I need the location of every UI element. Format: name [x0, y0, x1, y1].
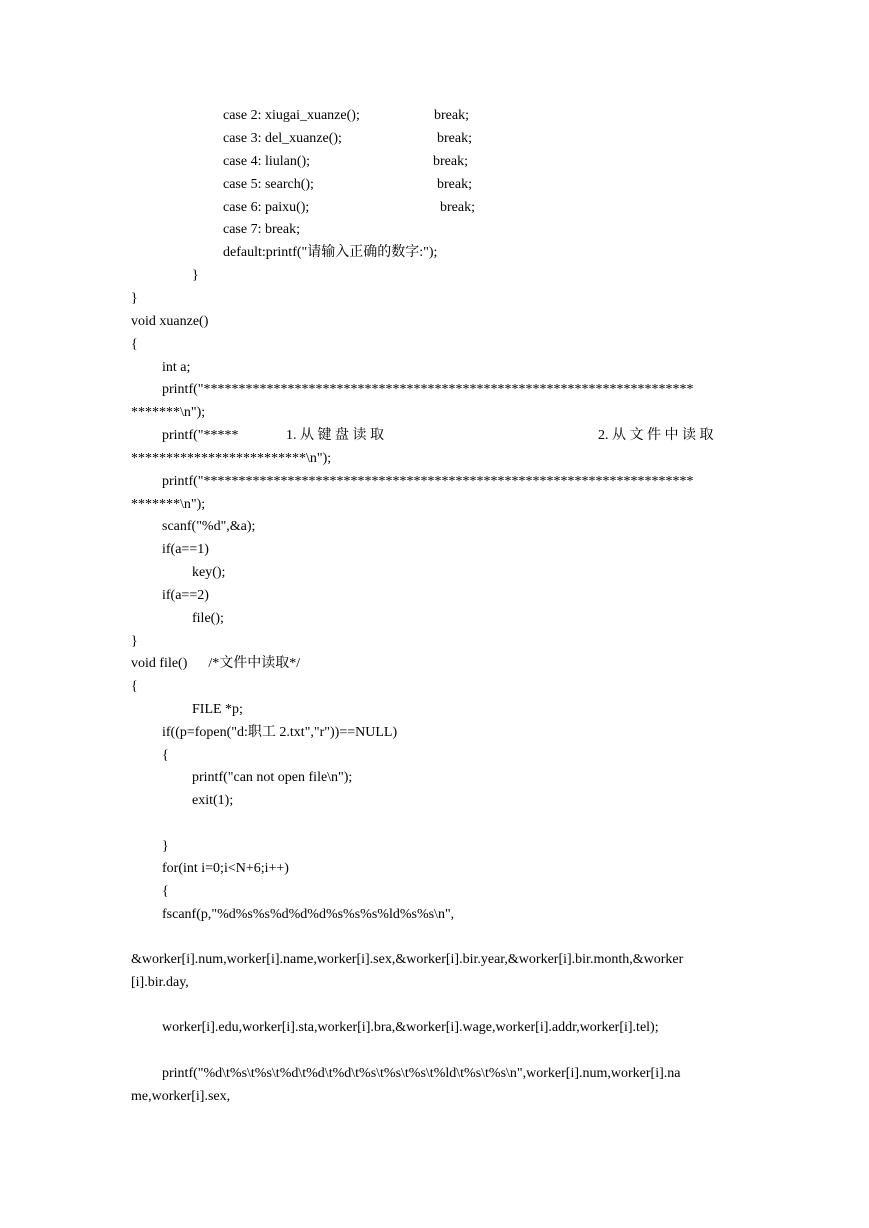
code-line: case 4: liulan(); [223, 154, 311, 169]
code-line: case 6: paixu(); [223, 200, 310, 215]
code-line: printf("can not open file\n"); [192, 770, 353, 785]
code-line: if(a==1) [162, 542, 209, 557]
code-line: { [131, 337, 138, 352]
code-line: exit(1); [192, 793, 234, 808]
code-line: key(); [192, 565, 226, 580]
code-line: break; [440, 200, 475, 215]
code-line: break; [433, 154, 468, 169]
code-line: void file() /*文件中读取*/ [131, 656, 301, 671]
code-line: } [162, 839, 169, 854]
code-line: break; [434, 108, 469, 123]
code-line: printf("********************************************************************** [162, 382, 694, 397]
code-line: printf("***** [162, 428, 239, 443]
code-line: case 5: search(); [223, 177, 314, 192]
code-line: worker[i].edu,worker[i].sta,worker[i].bra,&worker[i].wage,worker[i].addr,worker[i].tel); [162, 1020, 659, 1035]
code-line: &worker[i].num,worker[i].name,worker[i].sex,&worker[i].bir.year,&worker[i].bir.month,&worker [131, 952, 684, 967]
code-line: case 7: break; [223, 222, 300, 237]
code-line: for(int i=0;i<N+6;i++) [162, 861, 289, 876]
code-line: *******\n"); [131, 405, 206, 420]
code-line: { [162, 884, 169, 899]
code-line: { [131, 679, 138, 694]
code-line: } [131, 634, 138, 649]
code-line: printf("********************************************************************** [162, 474, 694, 489]
code-line: 2. 从 文 件 中 读 取 [598, 428, 714, 443]
code-line: file(); [192, 611, 224, 626]
code-line: me,worker[i].sex, [131, 1089, 231, 1104]
code-line: *************************\n"); [131, 451, 332, 466]
code-line: break; [437, 177, 472, 192]
code-line: int a; [162, 360, 191, 375]
code-line: [i].bir.day, [131, 975, 189, 990]
code-line: scanf("%d",&a); [162, 519, 256, 534]
code-line: } [131, 291, 138, 306]
code-line: if((p=fopen("d:职工 2.txt","r"))==NULL) [162, 725, 398, 740]
code-line: FILE *p; [192, 702, 243, 717]
code-line: void xuanze() [131, 314, 209, 329]
code-line: break; [437, 131, 472, 146]
code-line: case 3: del_xuanze(); [223, 131, 342, 146]
code-line: printf("%d\t%s\t%s\t%d\t%d\t%d\t%s\t%s\t%s\t%ld\t%s\t%s\n",worker[i].num,worker[i].na [162, 1066, 681, 1081]
code-line: } [192, 268, 199, 283]
code-line: if(a==2) [162, 588, 209, 603]
code-line: { [162, 748, 169, 763]
code-line: case 2: xiugai_xuanze(); [223, 108, 360, 123]
code-line: fscanf(p,"%d%s%s%d%d%d%s%s%s%ld%s%s\n", [162, 907, 455, 922]
code-line: default:printf("请输入正确的数字:"); [223, 245, 438, 260]
code-line: *******\n"); [131, 497, 206, 512]
code-line: 1. 从 键 盘 读 取 [286, 428, 384, 443]
